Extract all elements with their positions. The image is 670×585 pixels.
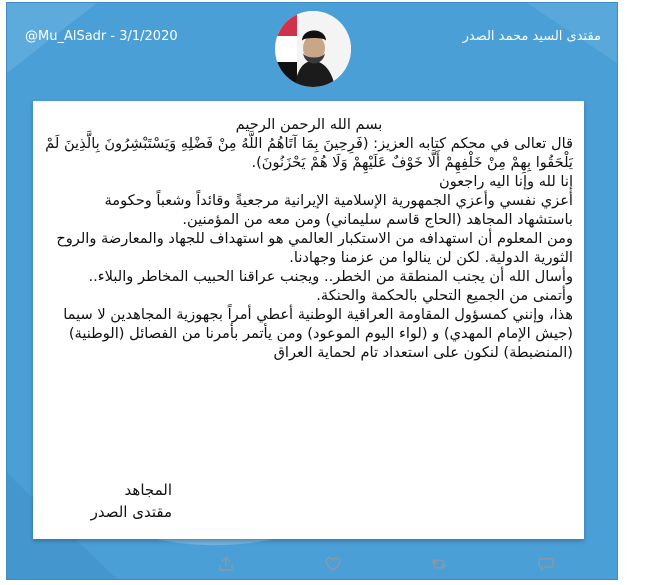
paragraph-quran-verse: قال تعالى في محكم كتابه العزيز: (فَرِحِينَ بِمَا آتَاهُمُ اللَّهُ مِنْ فَضْلِهِ وَيَسْتَبْشِرُونَ بِالَّذِينَ لَمْ يَلْحَقُوا بِهِمْ مِنْ خَلْفِهِمْ أَلَّا خَوْفٌ عَلَيْهِمْ وَلَا هُمْ يَحْزَنُونَ). xyxy=(45,135,573,171)
paragraph-condolences: أعزي نفسي وأعزي الجمهورية الإسلامية الإيرانية مرجعيةً وقائداً وشعباً وحكومة باستشهاد المجاهد (الحاج قاسم سليماني) ومن معه من المؤمنين. xyxy=(104,192,573,228)
tweet-handle-date: @Mu_AlSadr - 3/1/2020 xyxy=(25,29,178,44)
share-button[interactable] xyxy=(196,549,256,579)
avatar xyxy=(275,11,351,87)
signature-title: المجاهد xyxy=(124,481,172,499)
author-name: مقتدى السيد محمد الصدر xyxy=(462,29,601,44)
comment-button[interactable] xyxy=(516,549,576,579)
statement-card xyxy=(33,101,584,539)
retweet-button[interactable] xyxy=(409,549,469,579)
paragraph-targeting: ومن المعلوم أن استهدافه من الاستكبار العالمي هو استهداف للجهاد والمعارضة والروح الثورية الدولية. لكن لن ينالوا من عزمنا وجهادنا. xyxy=(56,230,573,266)
paragraph-prayer: وأسال الله أن يجنب المنطقة من الخطر.. ويجنب عراقنا الحبيب المخاطر والبلاء.. وأتمنى من الجميع التحلي بالحكمة والحنكة. xyxy=(88,268,573,304)
paragraph-condolence-phrase: إنا لله وإنا اليه راجعون xyxy=(439,173,573,190)
comment-icon xyxy=(537,555,555,573)
signature-name: مقتدى الصدر xyxy=(90,503,172,521)
like-icon xyxy=(324,555,342,573)
tweet-action-bar xyxy=(196,546,576,582)
statement-text xyxy=(45,115,573,362)
retweet-icon xyxy=(430,555,448,573)
basmala: بسم الله الرحمن الرحيم xyxy=(235,116,383,133)
share-icon xyxy=(217,555,235,573)
signature xyxy=(42,479,172,523)
tweet-image-background xyxy=(6,2,618,580)
like-button[interactable] xyxy=(303,549,363,579)
paragraph-order: هذا، وإنني كمسؤول المقاومة العراقية الوطنية أعطي أمراً بجهوزية المجاهدين لا سيما (جيش الإمام المهدي) و (لواء اليوم الموعود) ومن يأتمر بأمرنا من الفصائل (الوطنية) (المنضبطة) لنكون على استعداد تام لحماية العراق xyxy=(63,306,573,361)
avatar-portrait-icon xyxy=(275,11,351,87)
